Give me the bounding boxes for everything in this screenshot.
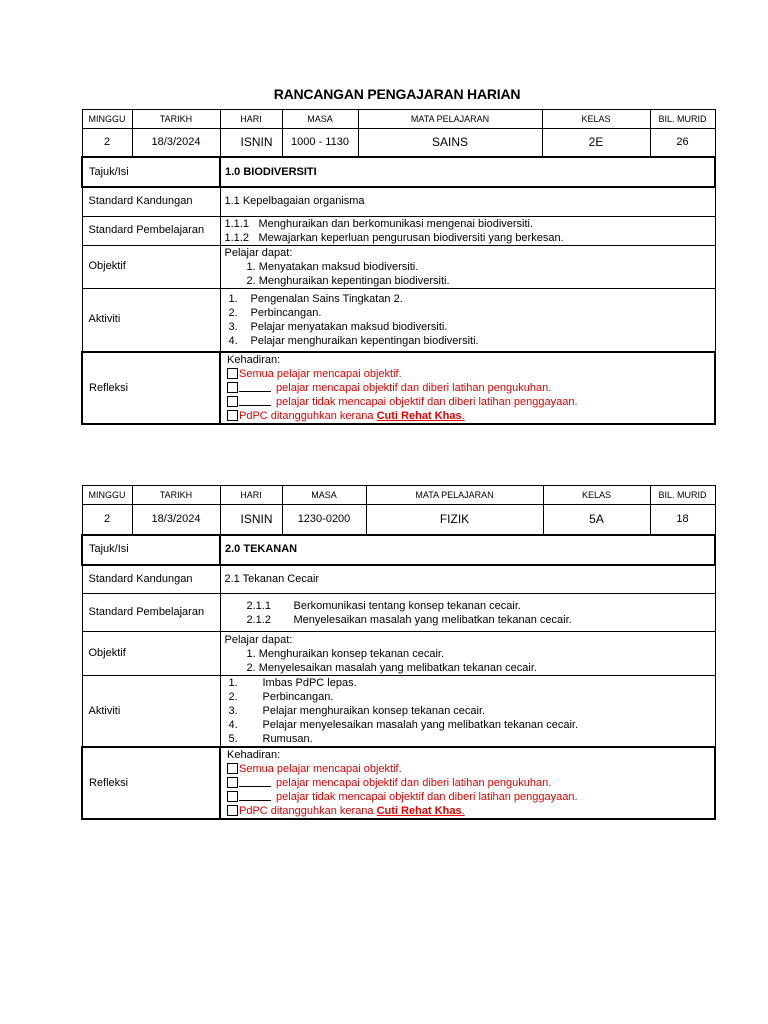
standard-kandungan-row xyxy=(82,565,715,594)
objektif-item: 2. Menyelesaikan masalah yang melibatkan tekanan cecair. xyxy=(246,661,537,674)
mata-pelajaran-value: FIZIK xyxy=(366,505,543,535)
page-title: RANCANGAN PENGAJARAN HARIAN xyxy=(273,86,521,102)
hari-value: ISNIN xyxy=(220,505,282,535)
count-blank[interactable] xyxy=(239,395,271,406)
standard-pembelajaran-label: Standard Pembelajaran xyxy=(82,594,220,632)
refleksi-row xyxy=(82,352,715,424)
standard-pembelajaran-value xyxy=(220,594,715,632)
objektif-value xyxy=(220,245,715,288)
aktiviti-item: 3. Pelajar menghuraikan konsep tekanan cecair. xyxy=(228,705,486,717)
header-kelas: KELAS xyxy=(543,486,650,505)
checkbox[interactable] xyxy=(227,382,238,393)
refleksi-label: Refleksi xyxy=(82,352,220,424)
minggu-value: 2 xyxy=(82,505,132,535)
aktiviti-value xyxy=(220,288,715,352)
checkbox[interactable] xyxy=(227,791,238,802)
tajuk-value: 2.0 TEKANAN xyxy=(220,535,715,565)
aktiviti-row xyxy=(82,676,715,748)
header-kelas: KELAS xyxy=(542,110,650,129)
kehadiran-text: Kehadiran: xyxy=(227,749,281,761)
standard-pembelajaran-row xyxy=(82,594,715,632)
lesson-plan-table-2 xyxy=(81,485,716,820)
values-row xyxy=(82,505,715,535)
values-row xyxy=(82,129,715,158)
aktiviti-value xyxy=(220,676,715,748)
checkbox[interactable] xyxy=(227,396,238,407)
masa-value: 1230-0200 xyxy=(282,505,366,535)
checkbox[interactable] xyxy=(227,368,238,379)
objektif-value xyxy=(220,632,715,676)
refleksi-option: PdPC ditangguhkan kerana Cuti Rehat Khas. xyxy=(227,804,710,818)
checkbox[interactable] xyxy=(227,777,238,788)
refleksi-option: pelajar mencapai objektif dan diberi latihan pengukuhan. xyxy=(227,381,710,395)
sp-item: 2.1.1 Berkomunikasi tentang konsep tekanan cecair. xyxy=(246,599,521,612)
header-mata-pelajaran: MATA PELAJARAN xyxy=(358,110,542,129)
tajuk-row xyxy=(82,157,715,187)
kelas-value: 2E xyxy=(542,129,650,158)
tajuk-row xyxy=(82,535,715,565)
count-blank[interactable] xyxy=(239,790,271,801)
objektif-item: 2. Menghuraikan kepentingan biodiversiti. xyxy=(246,274,450,287)
aktiviti-item: 2. Perbincangan. xyxy=(228,306,322,319)
sp-item: 1.1.2 Mewajarkan keperluan pengurusan biodiversiti yang berkesan. xyxy=(224,231,564,244)
refleksi-option: Semua pelajar mencapai objektif. xyxy=(227,762,710,776)
refleksi-option: PdPC ditangguhkan kerana Cuti Rehat Khas. xyxy=(227,409,710,423)
standard-kandungan-value: 2.1 Tekanan Cecair xyxy=(220,565,715,594)
aktiviti-row xyxy=(82,288,715,352)
checkbox[interactable] xyxy=(227,763,238,774)
header-bil-murid: BIL. MURID xyxy=(650,110,715,129)
objektif-row xyxy=(82,632,715,676)
refleksi-option: pelajar tidak mencapai objektif dan diberi latihan penggayaan. xyxy=(227,395,710,409)
kehadiran-text: Kehadiran: xyxy=(227,354,281,366)
aktiviti-label: Aktiviti xyxy=(82,676,220,748)
standard-kandungan-label: Standard Kandungan xyxy=(82,565,220,594)
objektif-row xyxy=(82,245,715,288)
sp-item: 2.1.2 Menyelesaikan masalah yang melibatkan tekanan cecair. xyxy=(246,613,572,626)
header-row xyxy=(82,110,715,129)
objektif-item: 1. Menyatakan maksud biodiversiti. xyxy=(246,260,419,273)
refleksi-option: Semua pelajar mencapai objektif. xyxy=(227,367,710,381)
standard-kandungan-label: Standard Kandungan xyxy=(82,187,220,216)
lesson-plan-table-1 xyxy=(81,109,716,425)
checkbox[interactable] xyxy=(227,410,238,421)
sp-item: 1.1.1 Menghuraikan dan berkomunikasi mengenai biodiversiti. xyxy=(224,217,534,230)
aktiviti-item: 1. Imbas PdPC lepas. xyxy=(228,677,357,689)
objektif-label: Objektif xyxy=(82,245,220,288)
refleksi-value xyxy=(220,747,715,819)
header-hari: HARI xyxy=(220,110,282,129)
header-minggu: MINGGU xyxy=(82,110,132,129)
hari-value: ISNIN xyxy=(220,129,282,158)
header-row xyxy=(82,486,715,505)
header-minggu: MINGGU xyxy=(82,486,132,505)
header-bil-murid: BIL. MURID xyxy=(650,486,715,505)
refleksi-row xyxy=(82,747,715,819)
header-tarikh: TARIKH xyxy=(132,486,220,505)
objektif-label: Objektif xyxy=(82,632,220,676)
tajuk-label: Tajuk/Isi xyxy=(82,157,220,187)
refleksi-value xyxy=(220,352,715,424)
tarikh-value: 18/3/2024 xyxy=(132,129,220,158)
masa-value: 1000 - 1130 xyxy=(282,129,358,158)
standard-pembelajaran-row xyxy=(82,216,715,245)
header-masa: MASA xyxy=(282,110,358,129)
refleksi-option: pelajar mencapai objektif dan diberi latihan pengukuhan. xyxy=(227,776,710,790)
aktiviti-item: 3. Pelajar menyatakan maksud biodiversiti. xyxy=(228,320,448,333)
tajuk-label: Tajuk/Isi xyxy=(82,535,220,565)
kelas-value: 5A xyxy=(543,505,650,535)
header-mata-pelajaran: MATA PELAJARAN xyxy=(366,486,543,505)
refleksi-option: pelajar tidak mencapai objektif dan diberi latihan penggayaan. xyxy=(227,790,710,804)
aktiviti-item: 2. Perbincangan. xyxy=(228,691,334,703)
refleksi-label: Refleksi xyxy=(82,747,220,819)
header-hari: HARI xyxy=(220,486,282,505)
minggu-value: 2 xyxy=(82,129,132,158)
standard-pembelajaran-label: Standard Pembelajaran xyxy=(82,216,220,245)
aktiviti-item: 4. Pelajar menyelesaikan masalah yang melibatkan tekanan cecair. xyxy=(228,719,579,731)
aktiviti-item: 5. Rumusan. xyxy=(228,733,313,745)
mata-pelajaran-value: SAINS xyxy=(358,129,542,158)
count-blank[interactable] xyxy=(239,381,271,392)
checkbox[interactable] xyxy=(227,805,238,816)
bil-murid-value: 18 xyxy=(650,505,715,535)
bil-murid-value: 26 xyxy=(650,129,715,158)
standard-pembelajaran-value xyxy=(220,216,715,245)
header-tarikh: TARIKH xyxy=(132,110,220,129)
objektif-intro: Pelajar dapat: xyxy=(224,633,293,646)
aktiviti-item: 4. Pelajar menghuraikan kepentingan biodiversiti. xyxy=(228,334,479,347)
header-masa: MASA xyxy=(282,486,366,505)
aktiviti-label: Aktiviti xyxy=(82,288,220,352)
objektif-intro: Pelajar dapat: xyxy=(224,246,293,259)
tarikh-value: 18/3/2024 xyxy=(132,505,220,535)
standard-kandungan-row xyxy=(82,187,715,216)
tajuk-value: 1.0 BIODIVERSITI xyxy=(220,157,715,187)
count-blank[interactable] xyxy=(239,776,271,787)
aktiviti-item: 1. Pengenalan Sains Tingkatan 2. xyxy=(228,292,403,305)
objektif-item: 1. Menghuraikan konsep tekanan cecair. xyxy=(246,647,445,660)
standard-kandungan-value: 1.1 Kepelbagaian organisma xyxy=(220,187,715,216)
